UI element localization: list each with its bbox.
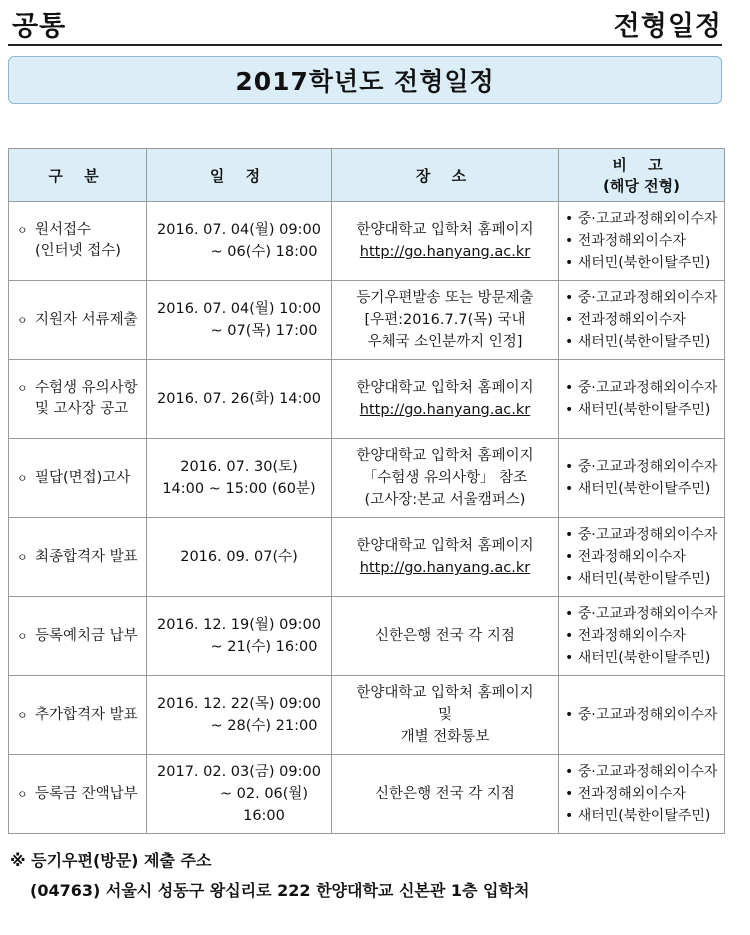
cell-notes: • 중·고교과정해외이수자 • 전과정해외이수자 • 새터민(북한이탈주민) bbox=[559, 518, 725, 597]
cell-notes: • 중·고교과정해외이수자 • 전과정해외이수자 • 새터민(북한이탈주민) bbox=[559, 202, 725, 281]
cell-schedule: 2016. 12. 22(목) 09:00 ~ 28(수) 21:00 bbox=[147, 676, 332, 755]
col-header-category: 구 분 bbox=[9, 149, 147, 202]
table-row bbox=[9, 281, 725, 360]
homepage-link[interactable]: http://go.hanyang.ac.kr bbox=[359, 402, 531, 418]
cell-location: 한양대학교 입학처 홈페이지 http://go.hanyang.ac.kr bbox=[332, 202, 559, 281]
cell-location: 한양대학교 입학처 홈페이지 http://go.hanyang.ac.kr bbox=[332, 360, 559, 439]
bullet-icon: ㅇ bbox=[17, 224, 28, 237]
col-header-location: 장 소 bbox=[332, 149, 559, 202]
cell-location: 등기우편발송 또는 방문제출 [우편:2016.7.7(목) 국내 우체국 소인분까지 인정] bbox=[332, 281, 559, 360]
cell-category: ㅇ 지원자 서류제출 bbox=[9, 281, 147, 360]
cell-notes: • 중·고교과정해외이수자 • 전과정해외이수자 • 새터민(북한이탈주민) bbox=[559, 755, 725, 834]
page-title: 2017학년도 전형일정 bbox=[8, 56, 722, 104]
col-header-schedule: 일 정 bbox=[147, 149, 332, 202]
bullet-icon: • bbox=[565, 211, 578, 227]
bullet-icon: • bbox=[565, 606, 578, 622]
bullet-icon: • bbox=[565, 402, 578, 418]
cell-category: ㅇ 원서접수 (인터넷 접수) bbox=[9, 202, 147, 281]
cell-category: ㅇ 추가합격자 발표 bbox=[9, 676, 147, 755]
table-row bbox=[9, 439, 725, 518]
bullet-icon: ㅇ bbox=[17, 550, 28, 564]
section-title: 전형일정 bbox=[613, 11, 722, 42]
cell-schedule: 2016. 07. 04(월) 09:00 ~ 06(수) 18:00 bbox=[147, 202, 332, 281]
bullet-icon: • bbox=[565, 290, 578, 306]
table-header-row bbox=[9, 149, 725, 202]
cell-schedule: 2016. 12. 19(월) 09:00 ~ 21(수) 16:00 bbox=[147, 597, 332, 676]
cell-notes: • 중·고교과정해외이수자 • 새터민(북한이탈주민) bbox=[559, 439, 725, 518]
bullet-icon: • bbox=[565, 786, 578, 802]
cell-location: 신한은행 전국 각 지점 bbox=[332, 597, 559, 676]
cell-schedule: 2016. 09. 07(수) bbox=[147, 518, 332, 597]
bullet-icon: ㅇ bbox=[17, 313, 28, 327]
section-label: 공통 bbox=[12, 11, 67, 42]
bullet-icon: • bbox=[565, 808, 578, 824]
homepage-link[interactable]: http://go.hanyang.ac.kr bbox=[359, 244, 531, 260]
cell-category: ㅇ 등록금 잔액납부 bbox=[9, 755, 147, 834]
cell-notes: • 중·고교과정해외이수자 • 전과정해외이수자 • 새터민(북한이탈주민) bbox=[559, 597, 725, 676]
bullet-icon: • bbox=[565, 334, 578, 350]
bullet-icon: • bbox=[565, 459, 578, 475]
table-row bbox=[9, 518, 725, 597]
bullet-icon: • bbox=[565, 707, 578, 723]
bullet-icon: • bbox=[565, 233, 578, 249]
table-row bbox=[9, 360, 725, 439]
bullet-icon: ㅇ bbox=[17, 382, 28, 395]
cell-category: ㅇ 필답(면접)고사 bbox=[9, 439, 147, 518]
bullet-icon: • bbox=[565, 650, 578, 666]
cell-schedule: 2017. 02. 03(금) 09:00 ~ 02. 06(월) 16:00 bbox=[147, 755, 332, 834]
cell-location: 신한은행 전국 각 지점 bbox=[332, 755, 559, 834]
cell-schedule: 2016. 07. 30(토) 14:00 ~ 15:00 (60분) bbox=[147, 439, 332, 518]
cell-schedule: 2016. 07. 04(월) 10:00 ~ 07(목) 17:00 bbox=[147, 281, 332, 360]
table-row bbox=[9, 597, 725, 676]
cell-notes: • 중·고교과정해외이수자 bbox=[559, 676, 725, 755]
bullet-icon: • bbox=[565, 255, 578, 271]
cell-category: ㅇ 등록예치금 납부 bbox=[9, 597, 147, 676]
table-row bbox=[9, 755, 725, 834]
homepage-link[interactable]: http://go.hanyang.ac.kr bbox=[359, 560, 531, 576]
col-header-notes: 비 고 (해당 전형) bbox=[559, 149, 725, 202]
bullet-icon: • bbox=[565, 527, 578, 543]
schedule-table bbox=[8, 148, 725, 834]
cell-location: 한양대학교 입학처 홈페이지 및 개별 전화통보 bbox=[332, 676, 559, 755]
cell-notes: • 중·고교과정해외이수자 • 새터민(북한이탈주민) bbox=[559, 360, 725, 439]
cell-schedule: 2016. 07. 26(화) 14:00 bbox=[147, 360, 332, 439]
bullet-icon: ㅇ bbox=[17, 787, 28, 801]
bullet-icon: ㅇ bbox=[17, 708, 28, 722]
cell-location: 한양대학교 입학처 홈페이지 「수험생 유의사항」 참조 (고사장:본교 서울캠퍼스) bbox=[332, 439, 559, 518]
bullet-icon: • bbox=[565, 481, 578, 497]
bullet-icon: • bbox=[565, 628, 578, 644]
mail-address: (04763) 서울시 성동구 왕십리로 222 한양대학교 신본관 1층 입학처 bbox=[30, 881, 530, 900]
cell-location: 한양대학교 입학처 홈페이지 http://go.hanyang.ac.kr bbox=[332, 518, 559, 597]
mail-address-heading: ※ 등기우편(방문) 제출 주소 bbox=[10, 851, 212, 870]
bullet-icon: • bbox=[565, 764, 578, 780]
bullet-icon: • bbox=[565, 380, 578, 396]
table-row bbox=[9, 202, 725, 281]
bullet-icon: • bbox=[565, 312, 578, 328]
bullet-icon: • bbox=[565, 549, 578, 565]
cell-notes: • 중·고교과정해외이수자 • 전과정해외이수자 • 새터민(북한이탈주민) bbox=[559, 281, 725, 360]
bullet-icon: ㅇ bbox=[17, 629, 28, 643]
table-row bbox=[9, 676, 725, 755]
bullet-icon: ㅇ bbox=[17, 471, 28, 485]
cell-category: ㅇ 수험생 유의사항 및 고사장 공고 bbox=[9, 360, 147, 439]
bullet-icon: • bbox=[565, 571, 578, 587]
header-divider bbox=[8, 44, 722, 46]
cell-category: ㅇ 최종합격자 발표 bbox=[9, 518, 147, 597]
